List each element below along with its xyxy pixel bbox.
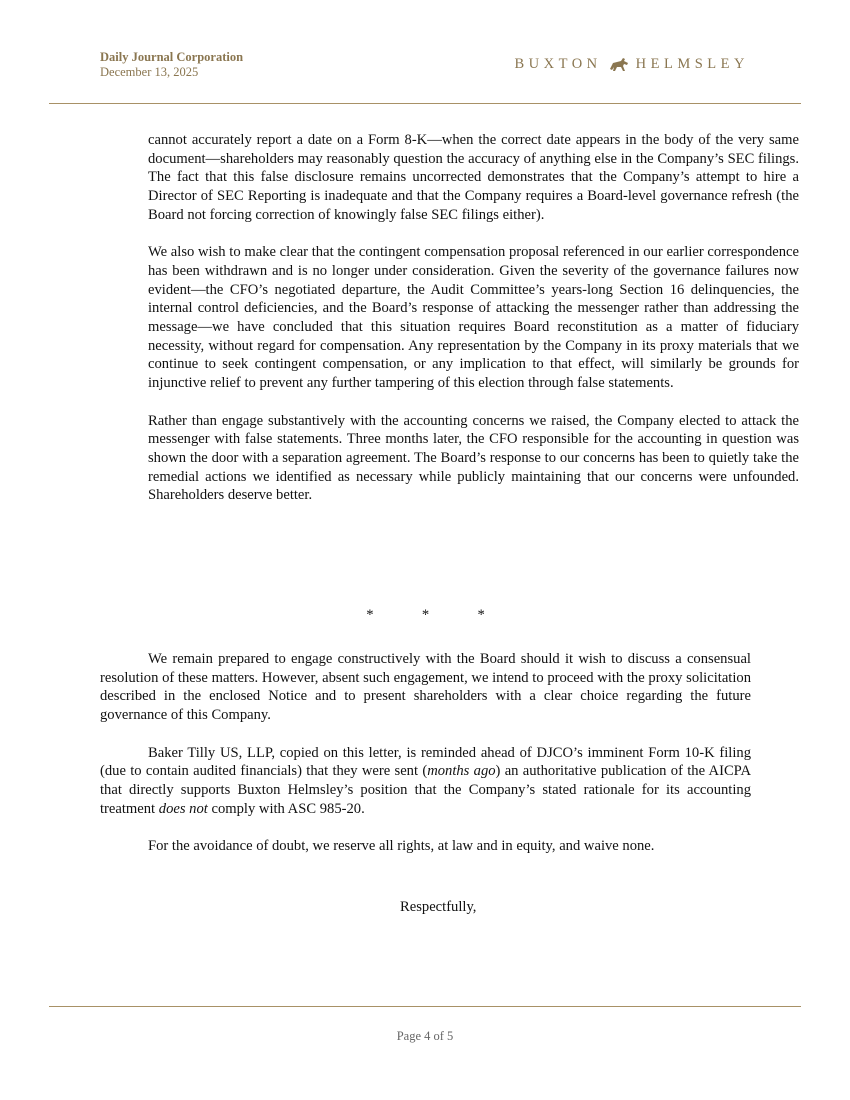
section-separator: [100, 607, 751, 624]
horse-icon: [608, 57, 630, 73]
paragraph-3: Rather than engage substantively with the accounting concerns we raised, the Company elected to attack the messenger with false statements. Three months later, the CFO responsible for the accounting in question was shown the door with a separation agreement. The Board’s response to our concerns has been to quietly take the remedial actions we identified as necessary while publicly maintaining that our concerns were unfounded. Shareholders deserve better.: [148, 412, 799, 504]
footer-divider: [49, 1006, 801, 1007]
header-divider: [49, 103, 801, 104]
logo-word-left: BUXTON: [514, 56, 602, 72]
paragraph-6: For the avoidance of doubt, we reserve all rights, at law and in equity, and waive none.: [148, 838, 655, 854]
signoff: Respectfully,: [400, 899, 477, 915]
letter-closing-body: [100, 650, 751, 856]
letter-date: December 13, 2025: [100, 65, 199, 79]
logo-word-right: HELMSLEY: [635, 56, 749, 72]
paragraph-2: We also wish to make clear that the contingent compensation proposal referenced in our earlier correspondence has been withdrawn and is no longer under consideration. Given the severity of the governance failures now evident—the CFO’s negotiated departure, the Audit Committee’s years-long Section 16 delinquencies, the internal control deficiencies, and the Board’s response of attacking the messenger rather than addressing the message—we have concluded that this situation requires Board reconstitution as a matter of fiduciary necessity, without regard for compensation. Any representation by the Company in its proxy materials that we continue to seek contingent compensation, or any implication to that effect, will similarly be grounds for injunctive relief to prevent any further tampering of this election through false statements.: [148, 244, 799, 392]
separator-star: *: [421, 607, 430, 623]
letter-body-indented: [100, 131, 799, 505]
company-name: Daily Journal Corporation: [100, 50, 244, 64]
emphasis-months-ago: months ago: [427, 763, 496, 780]
paragraph-4: We remain prepared to engage constructively with the Board should it wish to discuss a consensual resolution of these matters. However, absent such engagement, we intend to proceed with the proxy solicitation described in the enclosed Notice and to present shareholders with a clear choice regarding the future governance of this Company.: [100, 651, 751, 724]
paragraph-5: [100, 744, 751, 819]
paragraph-5-part-c: comply with ASC 985-20.: [207, 800, 365, 817]
emphasis-does-not: does not: [158, 800, 208, 817]
separator-star: *: [477, 607, 485, 623]
separator-star: *: [366, 607, 374, 623]
paragraph-1: cannot accurately report a date on a Form 8-K—when the correct date appears in the body of the very same document—shareholders may reasonably question the accuracy of anything else in the Company’s SEC filings. The fact that this false disclosure remains uncorrected demonstrates that the Company’s attempt to hire a Director of SEC Reporting is inadequate and that the Company requires a Board-level governance refresh (the Board not forcing correction of knowingly false SEC filings either).: [148, 132, 799, 223]
firm-logo: [515, 56, 750, 73]
paragraph-5-part-a: Baker Tilly US, LLP, copied on this letter, is reminded ahead of DJCO’s imminent Form 10-K filing (due to contain audited financials) that they were sent (: [100, 744, 751, 780]
header-info: [100, 50, 243, 80]
paragraph-5-part-b: ) an authoritative publication of the AICPA that directly supports Buxton Helmsley’s position that the Company’s stated rationale for its accounting treatment: [100, 763, 751, 817]
page-number: Page 4 of 5: [396, 1029, 454, 1043]
